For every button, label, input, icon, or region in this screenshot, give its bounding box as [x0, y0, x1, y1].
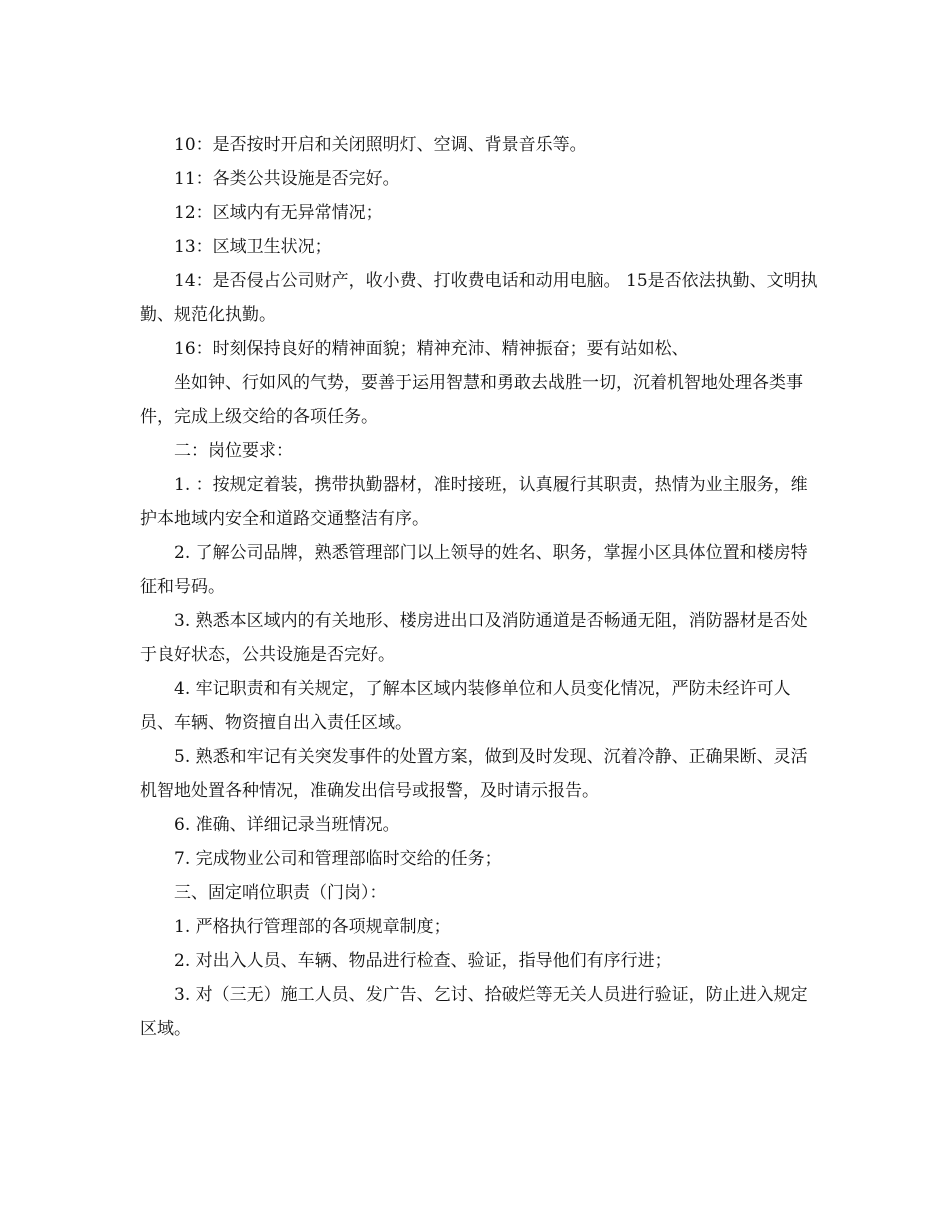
duty-item-1: 1. 严格执行管理部的各项规章制度； — [174, 917, 451, 937]
paragraph-item-16-continued: 坐如钟、行如风的气势，要善于运用智慧和勇敢去战胜一切，沉着机智地处理各类事件，完成上级交给的各项任务。 — [140, 373, 803, 427]
requirement-item-5: 5. 熟悉和牢记有关突发事件的处置方案，做到及时发现、沉着冷静、正确果断、灵活机智地处置各种情况，准确发出信号或报警，及时请示报告。 — [140, 747, 808, 801]
requirement-item-2: 2. 了解公司品牌，熟悉管理部门以上领导的姓名、职务，掌握小区具体位置和楼房特征和号码。 — [140, 543, 808, 597]
section-heading-fixed-post-duties: 三、固定哨位职责（门岗）： — [174, 883, 387, 903]
requirement-item-3: 3. 熟悉本区域内的有关地形、楼房进出口及消防通道是否畅通无阻，消防器材是否处于良好状态，公共设施是否完好。 — [140, 611, 808, 665]
paragraph-item-14-15: 14：是否侵占公司财产，收小费、打收费电话和动用电脑。 15是否依法执勤、文明执勤、规范化执勤。 — [140, 271, 818, 325]
duty-item-2: 2. 对出入人员、车辆、物品进行检查、验证，指导他们有序行进； — [174, 951, 672, 971]
requirement-item-1: 1. ：按规定着装，携带执勤器材，准时接班，认真履行其职责，热情为业主服务，维护本地域内安全和道路交通整洁有序。 — [140, 475, 808, 529]
document-body — [140, 128, 820, 1046]
paragraph-item-16: 16：时刻保持良好的精神面貌；精神充沛、精神振奋；要有站如松、 — [174, 339, 689, 359]
section-heading-post-requirements: 二：岗位要求： — [174, 441, 293, 461]
paragraph-item-11: 11：各类公共设施是否完好。 — [174, 169, 400, 189]
duty-item-3: 3. 对（三无）施工人员、发广告、乞讨、拾破烂等无关人员进行验证，防止进入规定区域。 — [140, 985, 808, 1039]
paragraph-item-13: 13：区域卫生状况； — [174, 237, 332, 257]
requirement-item-7: 7. 完成物业公司和管理部临时交给的任务； — [174, 849, 502, 869]
requirement-item-4: 4. 牢记职责和有关规定，了解本区域内装修单位和人员变化情况，严防未经许可人员、车辆、物资擅自出入责任区域。 — [140, 679, 791, 733]
paragraph-item-10: 10：是否按时开启和关闭照明灯、空调、背景音乐等。 — [174, 135, 587, 155]
paragraph-item-12: 12：区域内有无异常情况； — [174, 203, 383, 223]
requirement-item-6: 6. 准确、详细记录当班情况。 — [174, 815, 400, 835]
